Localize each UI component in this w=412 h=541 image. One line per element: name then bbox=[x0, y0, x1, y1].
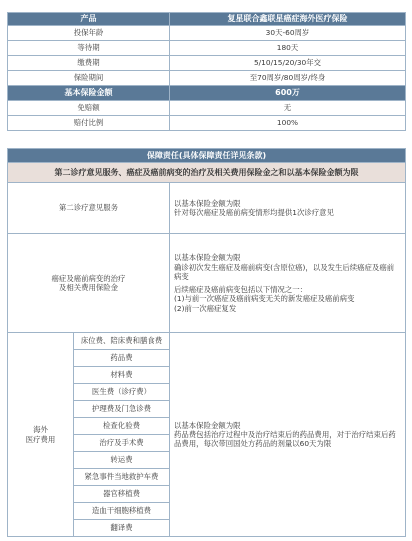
treatment-label-line: 及相关费用保险金 bbox=[58, 283, 119, 292]
row-label: 保险期间 bbox=[8, 71, 170, 86]
treatment-row bbox=[8, 234, 406, 333]
overseas-label bbox=[8, 333, 74, 537]
overseas-label-line: 海外 bbox=[33, 425, 48, 435]
overseas-item: 材料费 bbox=[74, 367, 170, 384]
treatment-label bbox=[8, 234, 170, 333]
second-opinion-desc-line: 以基本保险金额为限 bbox=[174, 198, 241, 208]
overseas-desc-line: 药品费包括治疗过程中及治疗结束后的药品费用，对于治疗结束后药品费用，每次带回国处方药品的剂量以60天为限 bbox=[174, 429, 396, 449]
overseas-desc bbox=[170, 333, 406, 537]
overseas-item: 药品费 bbox=[74, 350, 170, 367]
row-value: 无 bbox=[170, 101, 406, 116]
summary-table bbox=[7, 12, 406, 131]
coverage-table bbox=[7, 148, 406, 537]
header-product-label: 产品 bbox=[8, 13, 170, 26]
second-opinion-label: 第二诊疗意见服务 bbox=[8, 183, 170, 234]
row-value: 30天-60周岁 bbox=[170, 26, 406, 41]
row-label: 免赔额 bbox=[8, 101, 170, 116]
header-product-name: 复星联合鑫联星癌症海外医疗保险 bbox=[170, 13, 406, 26]
second-opinion-desc bbox=[170, 183, 406, 234]
overseas-item: 床位费、陪床费和膳食费 bbox=[74, 333, 170, 350]
summary-row bbox=[8, 116, 406, 131]
summary-row bbox=[8, 41, 406, 56]
overseas-item: 紧急事件当地救护车费 bbox=[74, 469, 170, 486]
overseas-item: 器官移植费 bbox=[74, 486, 170, 503]
treatment-desc-line: 以基本保险金额为限 bbox=[174, 253, 241, 263]
treatment-desc bbox=[170, 234, 406, 333]
coverage-subtitle: 第二诊疗意见服务、癌症及癌前病变的治疗及相关费用保险金之和以基本保险金额为限 bbox=[8, 163, 406, 183]
overseas-desc-line: 以基本保险金额为限 bbox=[174, 420, 241, 430]
row-label: 缴费期 bbox=[8, 56, 170, 71]
overseas-item: 翻译费 bbox=[74, 520, 170, 537]
summary-header-row bbox=[8, 13, 406, 26]
overseas-item: 造血干细胞移植费 bbox=[74, 503, 170, 520]
row-label: 投保年龄 bbox=[8, 26, 170, 41]
treatment-desc-line: (1)与前一次癌症及癌前病变无关的新发癌症及癌前病变 bbox=[174, 294, 355, 304]
summary-row bbox=[8, 26, 406, 41]
row-value: 至70周岁/80周岁/终身 bbox=[170, 71, 406, 86]
treatment-desc-line: 确诊初次发生癌症及癌前病变(含原位癌)，以及发生后续癌症及癌前病变 bbox=[174, 262, 395, 281]
overseas-item: 护理费及门急诊费 bbox=[74, 401, 170, 418]
summary-row bbox=[8, 101, 406, 116]
overseas-item: 医生费（诊疗费） bbox=[74, 384, 170, 401]
overseas-row bbox=[8, 333, 406, 350]
treatment-desc-line: 后续癌症及癌前病变包括以下情况之一： bbox=[174, 285, 308, 294]
coverage-title: 保障责任(具体保障责任详见条款) bbox=[8, 149, 406, 163]
row-value: 5/10/15/20/30年交 bbox=[170, 56, 406, 71]
basic-amount-value: 600万 bbox=[170, 86, 406, 101]
coverage-header-row bbox=[8, 149, 406, 163]
overseas-item: 治疗及手术费 bbox=[74, 435, 170, 452]
coverage-subtitle-row bbox=[8, 163, 406, 183]
row-label: 等待期 bbox=[8, 41, 170, 56]
second-opinion-desc-line: 针对每次癌症及癌前病变情形均提供1次诊疗意见 bbox=[174, 208, 334, 217]
row-value: 180天 bbox=[170, 41, 406, 56]
summary-row bbox=[8, 71, 406, 86]
treatment-desc-line: (2)前一次癌症复发 bbox=[174, 303, 237, 313]
basic-amount-label: 基本保险金额 bbox=[8, 86, 170, 101]
second-opinion-row bbox=[8, 183, 406, 234]
overseas-item: 检查化验费 bbox=[74, 418, 170, 435]
row-label: 赔付比例 bbox=[8, 116, 170, 131]
summary-row bbox=[8, 56, 406, 71]
overseas-item: 转运费 bbox=[74, 452, 170, 469]
row-value: 100% bbox=[170, 116, 406, 131]
basic-amount-row bbox=[8, 86, 406, 101]
treatment-label-line: 癌症及癌前病变的治疗 bbox=[51, 273, 126, 283]
overseas-label-line: 医疗费用 bbox=[25, 434, 56, 444]
